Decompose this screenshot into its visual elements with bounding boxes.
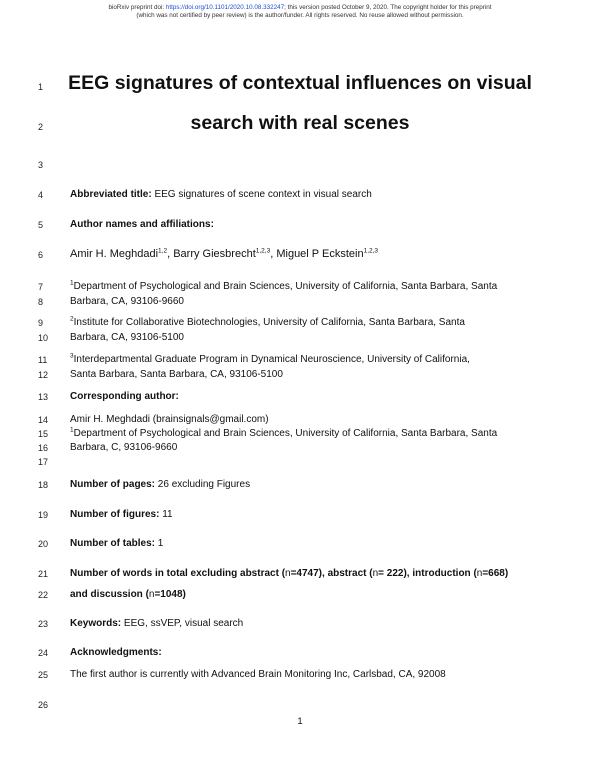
affiliation-1-cont: Barbara, CA, 93106-9660 xyxy=(70,296,184,307)
line-number: 15 xyxy=(38,429,49,439)
line-number: 10 xyxy=(38,333,49,343)
line-number: 24 xyxy=(38,648,49,658)
affiliation-1: $^1$Department of Psychological and Brain Sciences, University of California, Santa Barbara, Santa xyxy=(70,279,498,292)
author-heading: Author names and affiliations: xyxy=(70,219,214,230)
line-number: 7 xyxy=(38,282,44,292)
line-number: 1 xyxy=(38,82,44,92)
doi-link[interactable]: https://doi.org/10.1101/2020.10.08.332247 xyxy=(165,4,285,11)
line-number: 9 xyxy=(38,318,44,328)
author-affiliation-sup: 1,2,3 xyxy=(363,247,379,255)
paper-title-line-2: search with real scenes xyxy=(190,112,410,134)
acknowledgments-text: The first author is currently with Advanced Brain Monitoring Inc, Carlsbad, CA, 92008 xyxy=(70,669,446,680)
word-counts-cont: and discussion (n=1048) xyxy=(70,589,186,600)
header-line-1: bioRxiv preprint doi: https://doi.org/10.1101/2020.10.08.332247; this version posted October 9, 2020. The copyright holder for this preprint xyxy=(108,4,492,11)
line-number: 3 xyxy=(38,160,44,170)
affiliation-3-cont: Santa Barbara, Santa Barbara, CA, 93106-5100 xyxy=(70,369,283,380)
abbreviated-title-label: Abbreviated title: xyxy=(70,189,152,200)
header-line-2: (which was not certified by peer review) is the author/funder. All rights reserved. No reuse allowed without permission. xyxy=(136,12,464,19)
affiliation-3: $^3$Interdepartmental Graduate Program in Dynamical Neuroscience, University of California, xyxy=(70,352,470,365)
keywords: Keywords: EEG, ssVEP, visual search xyxy=(70,618,244,629)
line-number: 4 xyxy=(38,190,44,200)
corresponding-contact: Amir H. Meghdadi (brainsignals@gmail.com) xyxy=(70,414,269,425)
preprint-header xyxy=(0,4,600,20)
line-number: 23 xyxy=(38,619,49,629)
line-number: 17 xyxy=(38,457,49,467)
line-number: 8 xyxy=(38,297,44,307)
line-number: 14 xyxy=(38,415,49,425)
author-name: Barry Giesbrecht xyxy=(173,248,256,260)
number-of-figures: Number of figures: 11 xyxy=(70,509,173,520)
acknowledgments-heading: Acknowledgments: xyxy=(70,647,162,658)
line-number: 2 xyxy=(38,122,44,132)
page-number: 1 xyxy=(297,716,303,727)
author-list: Amir H. Meghdadi$^{1,2}$, Barry Giesbrecht$^{1,2,3}$, Miguel P Eckstein$^{1,2,3}$ xyxy=(70,247,379,260)
affiliation-2-cont: Barbara, CA, 93106-5100 xyxy=(70,332,184,343)
number-of-pages: Number of pages: 26 excluding Figures xyxy=(70,479,251,490)
line-number: 22 xyxy=(38,590,49,600)
word-counts: Number of words in total excluding abstract (n=4747), abstract (n= 222), introduction (n=668) xyxy=(70,568,509,579)
line-number: 16 xyxy=(38,443,49,453)
corresponding-affiliation: $^1$Department of Psychological and Brain Sciences, University of California, Santa Barbara, Santa xyxy=(70,426,498,439)
line-number: 25 xyxy=(38,670,49,680)
line-number: 26 xyxy=(38,700,49,710)
number-of-tables: Number of tables: 1 xyxy=(70,538,164,549)
abbreviated-title-value: EEG signatures of scene context in visual search xyxy=(151,189,372,200)
line-number: 21 xyxy=(38,569,49,579)
line-number: 13 xyxy=(38,392,49,402)
line-number: 6 xyxy=(38,250,44,260)
line-number: 19 xyxy=(38,510,49,520)
line-number: 12 xyxy=(38,370,49,380)
abbreviated-title xyxy=(70,189,372,200)
author-affiliation-sup: 1,2,3 xyxy=(255,247,271,255)
affiliation-2: $^2$Institute for Collaborative Biotechnologies, University of California, Santa Barbara, Santa xyxy=(70,315,465,328)
author-name: Miguel P Eckstein xyxy=(276,248,364,260)
author-affiliation-sup: 1,2 xyxy=(158,247,168,255)
line-number: 18 xyxy=(38,480,49,490)
line-number: 5 xyxy=(38,220,44,230)
author-name: Amir H. Meghdadi xyxy=(70,248,159,260)
paper-title-line-1: EEG signatures of contextual influences on visual xyxy=(68,72,532,94)
corresponding-address: Barbara, C, 93106-9660 xyxy=(70,442,178,453)
corresponding-heading: Corresponding author: xyxy=(70,391,179,402)
line-number: 11 xyxy=(38,355,48,365)
line-number: 20 xyxy=(38,539,49,549)
